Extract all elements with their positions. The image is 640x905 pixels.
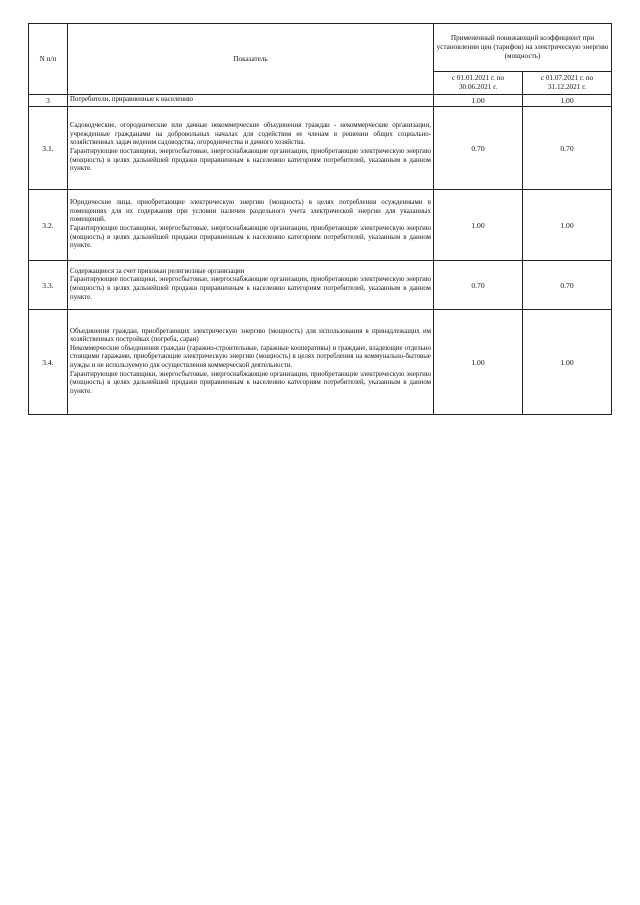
row-value-1: 1.00 — [434, 190, 523, 261]
row-value-1: 0.70 — [434, 261, 523, 310]
section-value-1: 1.00 — [434, 95, 523, 107]
indicator-paragraph: Гарантирующие поставщики, энергосбытовые, энергоснабжающие организации, приобретающие электрическую энергию (мощность) в целях дальнейшей продажи приравненным к населению категориям потребителей, указанным в данном пункте. — [70, 370, 431, 395]
table-row — [29, 107, 612, 190]
row-indicator — [68, 190, 434, 261]
header-period-1: с 01.01.2021 г. по 30.06.2021 г. — [434, 72, 523, 95]
row-indicator — [68, 261, 434, 310]
indicator-paragraph: Гарантирующие поставщики, энергосбытовые, энергоснабжающие организации, приобретающие электрическую энергию (мощность) в целях дальнейшей продажи приравненным к населению категориям потребителей, указанным в данном пункте. — [70, 148, 431, 173]
table-row — [29, 310, 612, 415]
indicator-paragraph: Юридические лица, приобретающие электрическую энергию (мощность) в целях потребления осужденными в помещениях для их содержания при условии наличия раздельного учета электрической энергии для указанных помещений. — [70, 199, 431, 224]
table-row — [29, 261, 612, 310]
header-coefficient: Примененный понижающий коэффициент при установлении цен (тарифов) на электрическую энергию (мощность) — [434, 24, 612, 72]
indicator-paragraph: Гарантирующие поставщики, энергосбытовые, энергоснабжающие организации, приобретающие электрическую энергию (мощность) в целях дальнейшей продажи приравненным к населению категориям потребителей, указанным в данном пункте. — [70, 276, 431, 301]
table-header-row — [29, 24, 612, 72]
section-num: 3 — [29, 95, 68, 107]
indicator-paragraph: Некоммерческие объединения граждан (гаражно-строительные, гаражные кооперативы) и граждане, владеющие отдельно стоящими гаражами, приобретающие электрическую энергию (мощность) в целях потребления на коммунально-бытовые нужды и не используемую для осуществления коммерческой деятельности. — [70, 344, 431, 369]
indicator-paragraph: Садоводческие, огороднические или дачные некоммерческие объединения граждан - некоммерческие организации, учрежденные гражданами на добровольных началах для содействия ее членам в решении общих социально-хозяйственных задач ведения садоводства, огородничества и дачного хозяйства. — [70, 122, 431, 147]
coefficient-table — [28, 23, 612, 415]
indicator-paragraph: Объединения граждан, приобретающих электрическую энергию (мощность) для использования в принадлежащих им хозяйственных постройках (погреба, сараи) — [70, 327, 431, 344]
row-num: 3.3. — [29, 261, 68, 310]
section-row — [29, 95, 612, 107]
section-title: Потребители, приравненные к населению — [68, 95, 434, 107]
row-indicator — [68, 310, 434, 415]
indicator-paragraph: Содержащиеся за счет прихожан религиозные организации — [70, 267, 245, 275]
header-num: N п/п — [29, 24, 68, 95]
row-num: 3.4. — [29, 310, 68, 415]
header-period-2: с 01.07.2021 г. по 31.12.2021 г. — [523, 72, 612, 95]
indicator-paragraph: Гарантирующие поставщики, энергосбытовые, энергоснабжающие организации, приобретающие электрическую энергию (мощность) в целях дальнейшей продажи приравненным к населению категориям потребителей, указанным в данном пункте. — [70, 225, 431, 250]
row-num: 3.2. — [29, 190, 68, 261]
row-num: 3.1. — [29, 107, 68, 190]
row-indicator — [68, 107, 434, 190]
row-value-1: 0.70 — [434, 107, 523, 190]
row-value-2: 1.00 — [523, 190, 612, 261]
row-value-2: 0.70 — [523, 107, 612, 190]
section-value-2: 1.00 — [523, 95, 612, 107]
table-row — [29, 190, 612, 261]
row-value-1: 1.00 — [434, 310, 523, 415]
header-indicator: Показатель — [68, 24, 434, 95]
row-value-2: 0.70 — [523, 261, 612, 310]
row-value-2: 1.00 — [523, 310, 612, 415]
